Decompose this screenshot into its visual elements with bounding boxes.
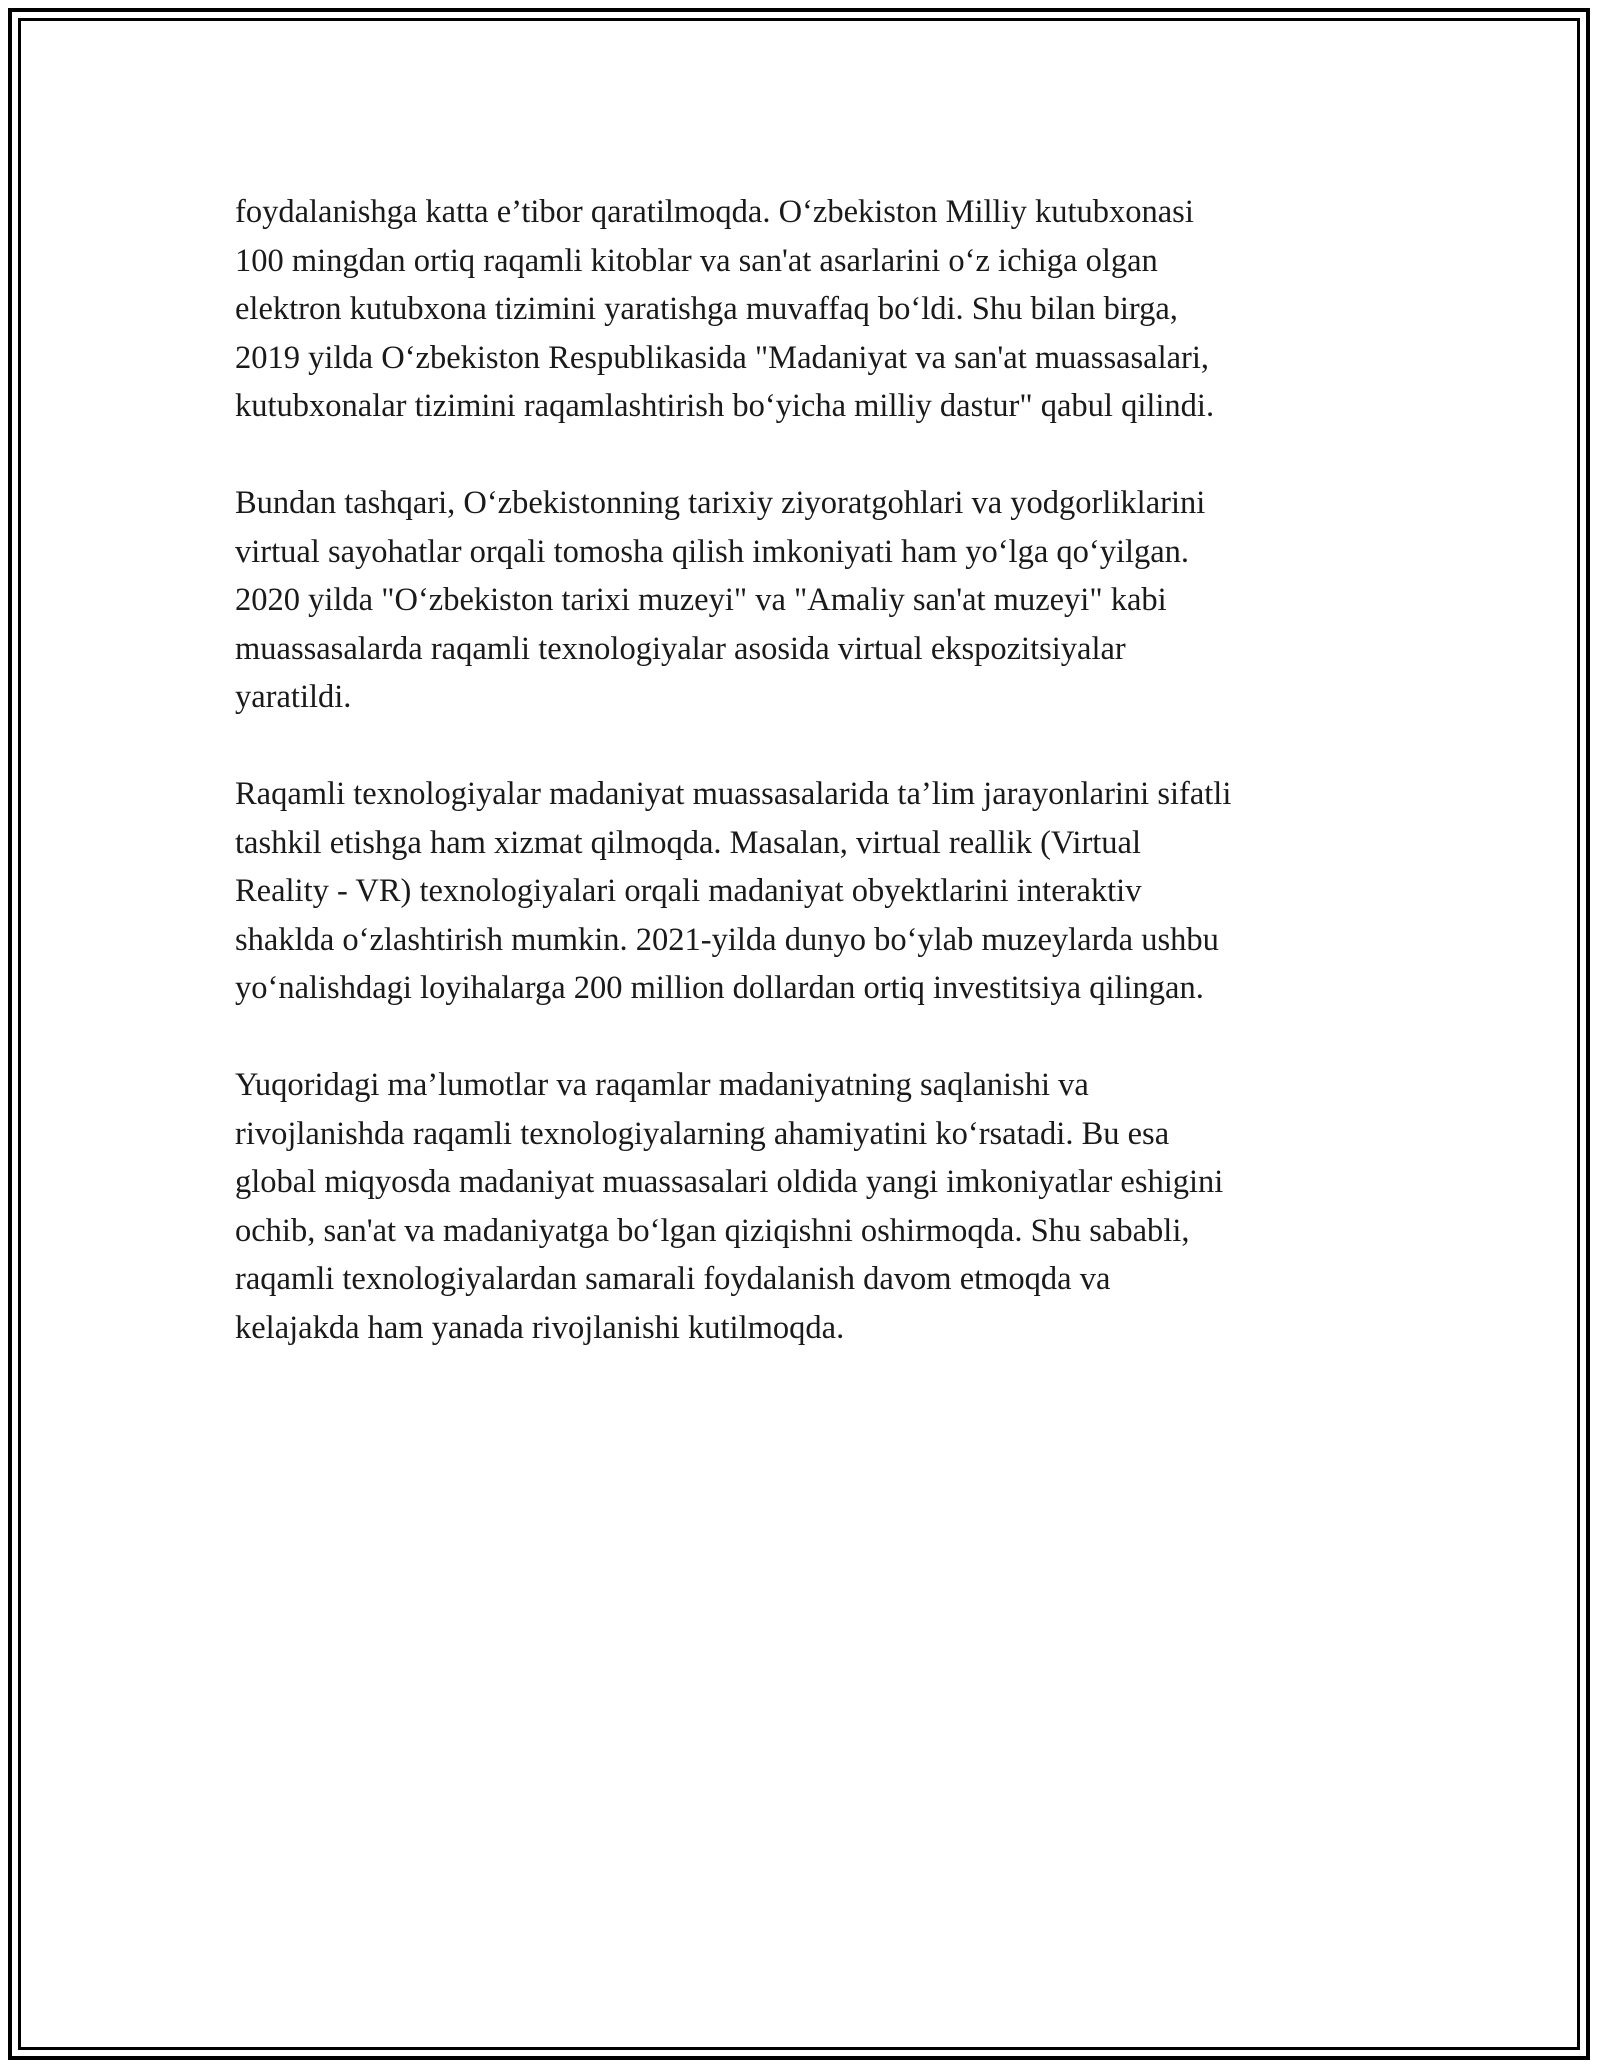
text-line: muassasalarda raqamli texnologiyalar asosida virtual ekspozitsiyalar (235, 630, 1126, 667)
text-line: global miqyosda madaniyat muassasalari oldida yangi imkoniyatlar eshigini (235, 1164, 1224, 1200)
text-line: virtual sayohatlar orqali tomosha qilish imkoniyati ham yo‘lga qo‘yilgan. (235, 533, 1190, 570)
text-line: 2020 yilda "O‘zbekiston tarixi muzeyi" va "Amaliy san'at muzeyi" kabi (235, 582, 1167, 618)
text-line: Reality - VR) texnologiyalari orqali madaniyat obyektlarini interaktiv (235, 873, 1142, 909)
paragraph-3 (235, 770, 1385, 1013)
paragraph-1 (235, 188, 1385, 431)
text-line: Raqamli texnologiyalar madaniyat muassasalarida ta’lim jarayonlarini sifatli (235, 776, 1232, 812)
text-line: raqamli texnologiyalardan samarali foydalanish davom etmoqda va (235, 1261, 1111, 1297)
text-line: tashkil etishga ham xizmat qilmoqda. Masalan, virtual reallik (Virtual (235, 824, 1142, 861)
text-line: foydalanishga katta e’tibor qaratilmoqda. O‘zbekiston Milliy kutubxonasi (235, 194, 1194, 230)
text-line: 100 mingdan ortiq raqamli kitoblar va san'at asarlarini o‘z ichiga olgan (235, 242, 1158, 279)
document-body (235, 188, 1385, 1401)
text-line: ochib, san'at va madaniyatga bo‘lgan qiziqishni oshirmoqda. Shu sababli, (235, 1212, 1190, 1249)
text-line: rivojlanishda raqamli texnologiyalarning ahamiyatini ko‘rsatadi. Bu esa (235, 1115, 1170, 1152)
text-line: kutubxonalar tizimini raqamlashtirish bo‘yicha milliy dastur" qabul qilindi. (235, 388, 1215, 424)
text-line: yaratildi. (235, 679, 352, 715)
paragraph-4 (235, 1061, 1385, 1352)
text-line: elektron kutubxona tizimini yaratishga muvaffaq bo‘ldi. Shu bilan birga, (235, 291, 1178, 327)
text-line: shaklda o‘zlashtirish mumkin. 2021-yilda dunyo bo‘ylab muzeylarda ushbu (235, 921, 1219, 958)
text-line: Bundan tashqari, O‘zbekistonning tarixiy ziyoratgohlari va yodgorliklarini (235, 485, 1206, 521)
paragraph-2 (235, 479, 1385, 722)
text-line: 2019 yilda O‘zbekiston Respublikasida "Madaniyat va san'at muassasalari, (235, 339, 1210, 376)
text-line: yo‘nalishdagi loyihalarga 200 million dollardan ortiq investitsiya qilingan. (235, 970, 1204, 1006)
text-line: Yuqoridagi ma’lumotlar va raqamlar madaniyatning saqlanishi va (235, 1067, 1089, 1103)
text-line: kelajakda ham yanada rivojlanishi kutilmoqda. (235, 1309, 845, 1346)
